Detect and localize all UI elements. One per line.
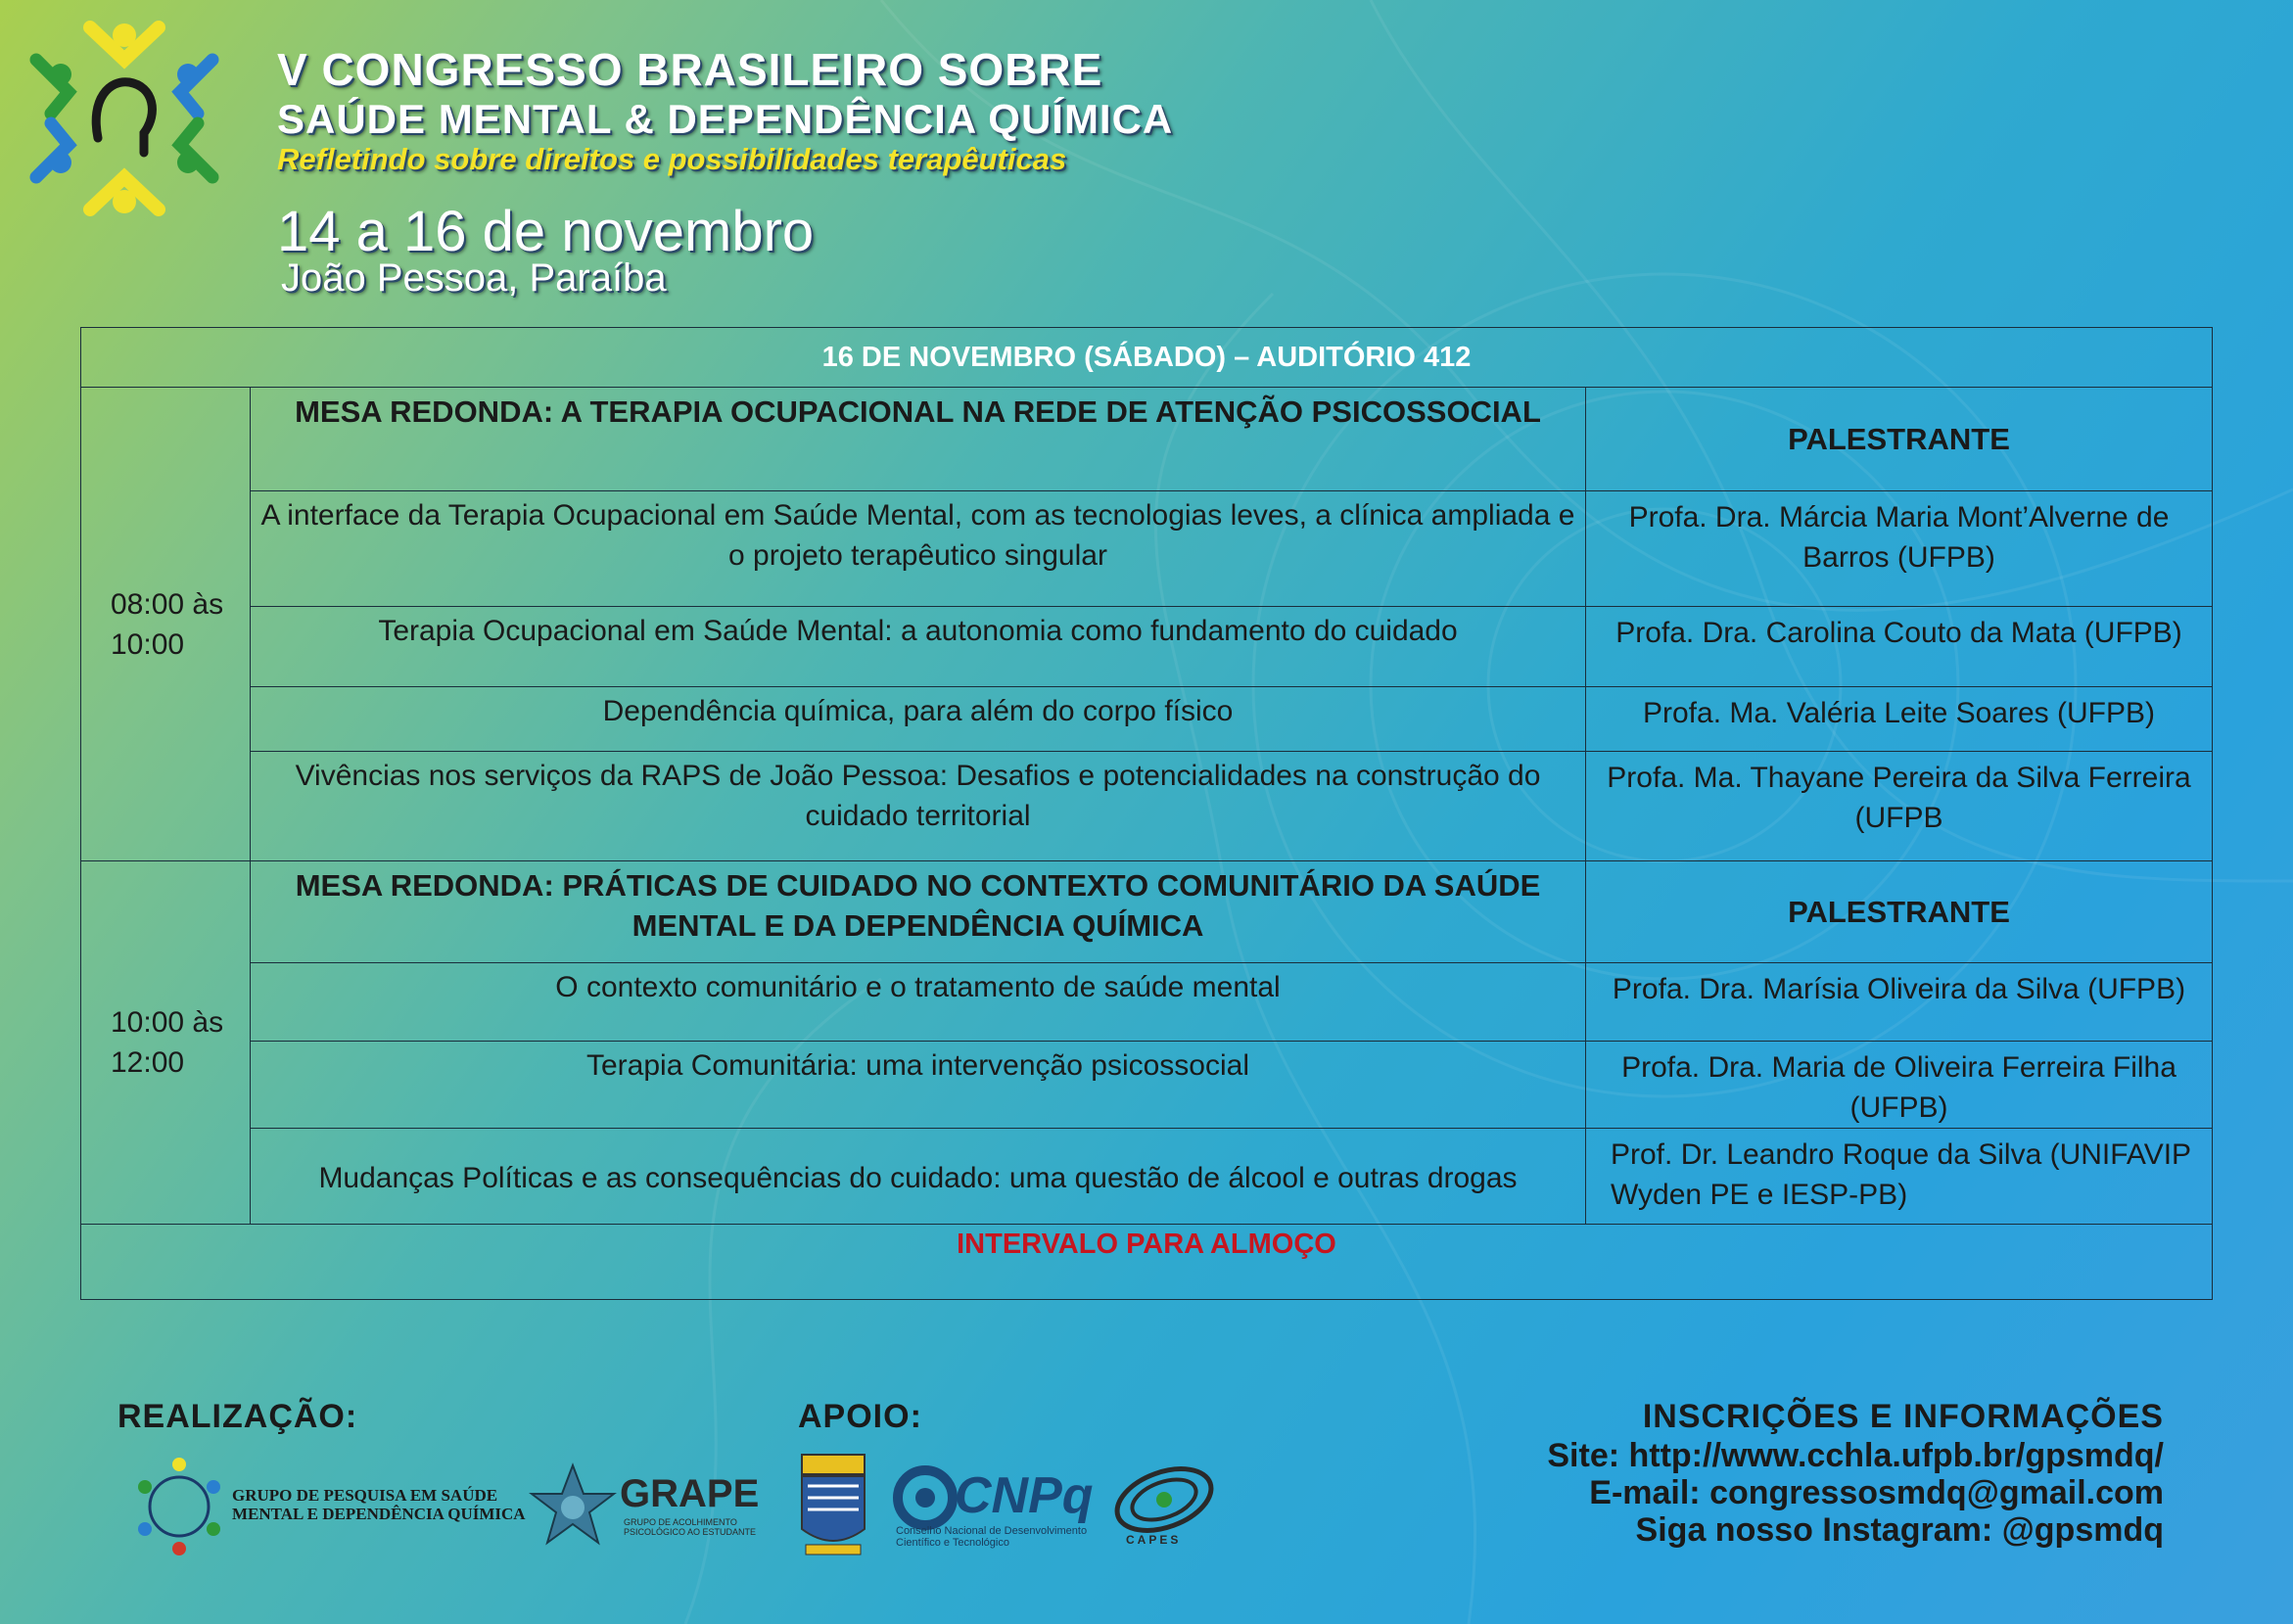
speaker-name: Profa. Ma. Thayane Pereira da Silva Ferreira (UFPB	[1586, 752, 2213, 861]
talk-title: O contexto comunitário e o tratamento de saúde mental	[251, 963, 1586, 1042]
cnpq-name: CNPq	[955, 1467, 1094, 1524]
instagram-link[interactable]: Siga nosso Instagram: @gpsmdq	[1635, 1511, 2164, 1549]
day-header: 16 DE NOVEMBRO (SÁBADO) – AUDITÓRIO 412	[81, 328, 2213, 388]
speaker-name: Profa. Dra. Maria de Oliveira Ferreira Filha (UFPB)	[1586, 1042, 2213, 1129]
lunch-break: INTERVALO PARA ALMOÇO	[81, 1225, 2213, 1300]
talk-title: Mudanças Políticas e as consequências do cuidado: uma questão de álcool e outras drogas	[251, 1129, 1586, 1225]
gpsmdq-name: GRUPO DE PESQUISA EM SAÚDE MENTAL E DEPENDÊNCIA QUÍMICA	[232, 1486, 526, 1523]
cnpq-subtitle: Conselho Nacional de Desenvolvimento Científico e Tecnológico	[896, 1525, 1088, 1549]
talk-title: Dependência química, para além do corpo físico	[251, 687, 1586, 752]
congress-subtitle: Refletindo sobre direitos e possibilidades terapêuticas	[277, 142, 1067, 176]
event-dates: 14 a 16 de novembro	[277, 200, 815, 263]
cnpq-logo-icon	[891, 1463, 964, 1532]
talk-title: Terapia Comunitária: uma intervenção psicossocial	[251, 1042, 1586, 1129]
speaker-column-header: PALESTRANTE	[1586, 861, 2213, 963]
mesa-redonda-title: MESA REDONDA: PRÁTICAS DE CUIDADO NO CONTEXTO COMUNITÁRIO DA SAÚDE MENTAL E DA DEPENDÊNCIA QUÍMICA	[251, 861, 1586, 963]
congress-title-line1: V CONGRESSO BRASILEIRO SOBRE	[277, 44, 1103, 95]
speaker-name: Profa. Dra. Carolina Couto da Mata (UFPB)	[1586, 607, 2213, 687]
realizacao-label: REALIZAÇÃO:	[117, 1398, 358, 1435]
capes-name: CAPES	[1126, 1533, 1182, 1547]
capes-logo-icon	[1108, 1459, 1221, 1537]
time-slot-1	[81, 388, 251, 861]
event-city: João Pessoa, Paraíba	[281, 256, 667, 300]
speaker-column-header: PALESTRANTE	[1586, 388, 2213, 491]
time-slot-end: 10:00	[111, 627, 185, 661]
speaker-name: Prof. Dr. Leandro Roque da Silva (UNIFAVIP Wyden PE e IESP-PB)	[1586, 1129, 2213, 1225]
grape-subtitle: GRUPO DE ACOLHIMENTO PSICOLÓGICO AO ESTUDANTE	[624, 1517, 757, 1537]
talk-title: Terapia Ocupacional em Saúde Mental: a autonomia como fundamento do cuidado	[251, 607, 1586, 687]
time-slot-2	[81, 861, 251, 1225]
apoio-label: APOIO:	[798, 1398, 922, 1435]
speaker-name: Profa. Dra. Márcia Maria Mont’Alverne de Barros (UFPB)	[1586, 491, 2213, 607]
talk-title: Vivências nos serviços da RAPS de João Pessoa: Desafios e potencialidades na construção do cuidado territorial	[251, 752, 1586, 861]
info-title: INSCRIÇÕES E INFORMAÇÕES	[1642, 1398, 2164, 1435]
ufpb-crest-icon	[798, 1451, 868, 1558]
talk-title: A interface da Terapia Ocupacional em Saúde Mental, com as tecnologias leves, a clínica ampliada e o projeto terapêutico singular	[251, 491, 1586, 607]
mesa-redonda-title: MESA REDONDA: A TERAPIA OCUPACIONAL NA REDE DE ATENÇÃO PSICOSSOCIAL	[251, 388, 1586, 491]
speaker-name: Profa. Ma. Valéria Leite Soares (UFPB)	[1586, 687, 2213, 752]
email-link[interactable]: E-mail: congressosmdq@gmail.com	[1589, 1474, 2164, 1511]
gpsmdq-logo-icon	[125, 1453, 233, 1560]
time-slot-start: 10:00 às	[111, 1006, 224, 1039]
time-slot-start: 08:00 às	[111, 587, 224, 621]
grape-logo-icon	[529, 1461, 617, 1549]
time-slot-end: 12:00	[111, 1046, 185, 1079]
site-link[interactable]: Site: http://www.cchla.ufpb.br/gpsmdq/	[1547, 1437, 2164, 1474]
footer	[0, 1370, 2293, 1624]
grape-name: GRAPE	[620, 1472, 760, 1515]
congress-logo-icon	[22, 16, 227, 221]
congress-title-line2: SAÚDE MENTAL & DEPENDÊNCIA QUÍMICA	[277, 96, 1174, 142]
schedule-table	[80, 327, 2213, 1300]
header	[0, 0, 1371, 313]
speaker-name: Profa. Dra. Marísia Oliveira da Silva (UFPB)	[1586, 963, 2213, 1042]
